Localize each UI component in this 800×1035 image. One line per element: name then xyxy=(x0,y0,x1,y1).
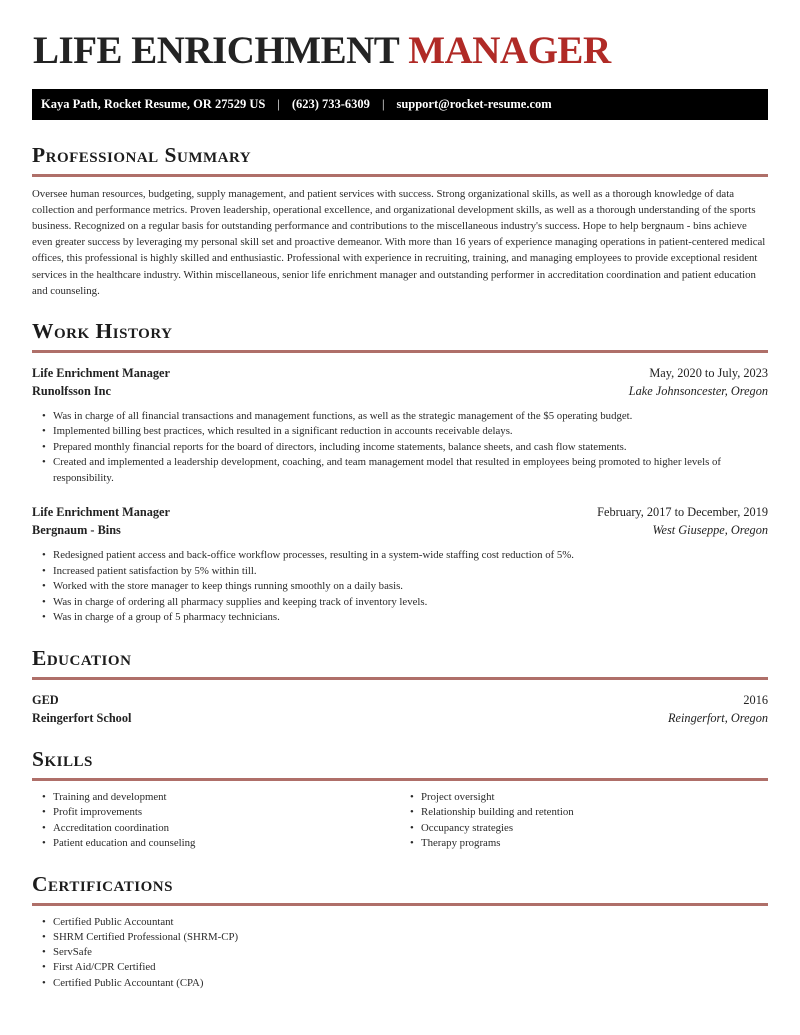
education-degree-row xyxy=(32,691,768,709)
job-dates: February, 2017 to December, 2019 xyxy=(597,505,768,520)
job-bullet-list xyxy=(32,409,768,487)
job-dates: May, 2020 to July, 2023 xyxy=(649,365,768,380)
bullet-item: • Worked with the store manager to keep things running smoothly on a daily basis. xyxy=(32,579,768,595)
section-professional-summary xyxy=(32,143,768,299)
skill-item: • Training and development xyxy=(32,790,400,806)
resume-title-accent: MANAGER xyxy=(408,29,611,72)
education-entry xyxy=(32,691,768,727)
skill-item: • Project oversight xyxy=(400,790,768,806)
summary-text: Oversee human resources, budgeting, supply management, and patient services with success. Strong organizational skills, as well as a thorough knowledge of data collection and performance metrics. Proven leadership, operational excellence, and organizational development skills, as well as a thorough understanding of the sports business. Recognized on a regular basis for outstanding performance and contributions to the miscellaneous industry's success. Hope to help bergnaum - bins achieve even greater success by leveraging my personal skill set and proactive demeanor. With more than 16 years of experience managing operations in patient-centered medical offices, this professional is highly skilled and enthusiastic. Professional with experience in recruiting, training, and managing employees to provide exceptional resident services in the healthcare industry. Within miscellaneous, senior life enrichment manager and outstanding performer in accreditation coordination and patient education and counseling. xyxy=(32,188,766,297)
skill-item: • Patient education and counseling xyxy=(32,836,400,852)
contact-separator: | xyxy=(277,97,280,112)
bullet-item: • Created and implemented a leadership development, coaching, and team management model that resulted in employees being promoted to higher levels of responsibility. xyxy=(32,455,768,486)
resume-title-primary: LIFE ENRICHMENT xyxy=(33,29,400,72)
job-location: West Giuseppe, Oregon xyxy=(652,523,768,538)
section-work-history xyxy=(32,319,768,626)
skills-column-right xyxy=(400,790,768,852)
section-heading-work-history: Work History xyxy=(32,318,173,343)
job-location: Lake Johnsoncester, Oregon xyxy=(628,383,768,398)
section-rule xyxy=(32,174,768,177)
contact-separator: | xyxy=(381,97,385,112)
education-school: Reingerfort School xyxy=(32,710,132,725)
section-skills xyxy=(32,747,768,852)
bullet-item: • Prepared monthly financial reports for the board of directors, including income statements, balance sheets, and cash flow statements. xyxy=(32,440,768,456)
job-company-row xyxy=(32,382,768,400)
job-bullet-list xyxy=(32,548,768,626)
section-rule xyxy=(32,677,768,680)
certifications-list xyxy=(32,915,768,991)
section-education xyxy=(32,646,768,727)
section-certifications xyxy=(32,872,768,991)
section-rule xyxy=(32,350,768,353)
bullet-item: • Implemented billing best practices, which resulted in a significant reduction in accounts receivable delays. xyxy=(32,424,768,440)
job-company: Runolfsson Inc xyxy=(32,383,111,398)
education-degree: GED xyxy=(32,692,59,707)
certification-item: • Certified Public Accountant xyxy=(32,915,768,930)
skills-columns xyxy=(32,781,768,852)
skills-column-left xyxy=(32,790,400,852)
certification-item: • SHRM Certified Professional (SHRM-CP) xyxy=(32,930,768,945)
contact-phone: (623) 733-6309 xyxy=(291,97,370,112)
resume-title xyxy=(33,30,768,72)
section-heading-skills: Skills xyxy=(32,746,93,771)
certification-item: • First Aid/CPR Certified xyxy=(32,960,768,975)
certification-item: • Certified Public Accountant (CPA) xyxy=(32,976,768,991)
skill-item: • Relationship building and retention xyxy=(400,805,768,821)
job-title-row xyxy=(32,503,768,521)
bullet-item: • Was in charge of ordering all pharmacy supplies and keeping track of inventory levels. xyxy=(32,595,768,611)
certification-item: • ServSafe xyxy=(32,945,768,960)
job-entry xyxy=(32,503,768,626)
bullet-item: • Redesigned patient access and back-office workflow processes, resulting in a system-wide staffing cost reduction of 5%. xyxy=(32,548,768,564)
skill-item: • Occupancy strategies xyxy=(400,821,768,837)
section-rule xyxy=(32,903,768,906)
skill-item: • Accreditation coordination xyxy=(32,821,400,837)
job-company: Bergnaum - Bins xyxy=(32,523,121,538)
contact-email: support@rocket-resume.com xyxy=(396,97,552,112)
bullet-item: • Increased patient satisfaction by 5% within till. xyxy=(32,564,768,580)
section-heading-professional-summary: Professional Summary xyxy=(32,143,252,168)
job-title: Life Enrichment Manager xyxy=(32,365,170,380)
job-company-row xyxy=(32,521,768,539)
education-year: 2016 xyxy=(743,692,768,707)
job-title-row xyxy=(32,364,768,382)
contact-bar xyxy=(32,89,768,120)
section-heading-education: Education xyxy=(32,645,132,670)
skill-item: • Therapy programs xyxy=(400,836,768,852)
education-school-row xyxy=(32,709,768,727)
education-location: Reingerfort, Oregon xyxy=(668,710,768,725)
job-entry xyxy=(32,364,768,487)
job-title: Life Enrichment Manager xyxy=(32,505,170,520)
section-heading-certifications: Certifications xyxy=(32,871,173,896)
contact-address: Kaya Path, Rocket Resume, OR 27529 US xyxy=(41,97,266,112)
bullet-item: • Was in charge of all financial transactions and management functions, as well as the strategic management of the $5 operating budget. xyxy=(32,409,768,425)
bullet-item: • Was in charge of a group of 5 pharmacy technicians. xyxy=(32,610,768,626)
skill-item: • Profit improvements xyxy=(32,805,400,821)
